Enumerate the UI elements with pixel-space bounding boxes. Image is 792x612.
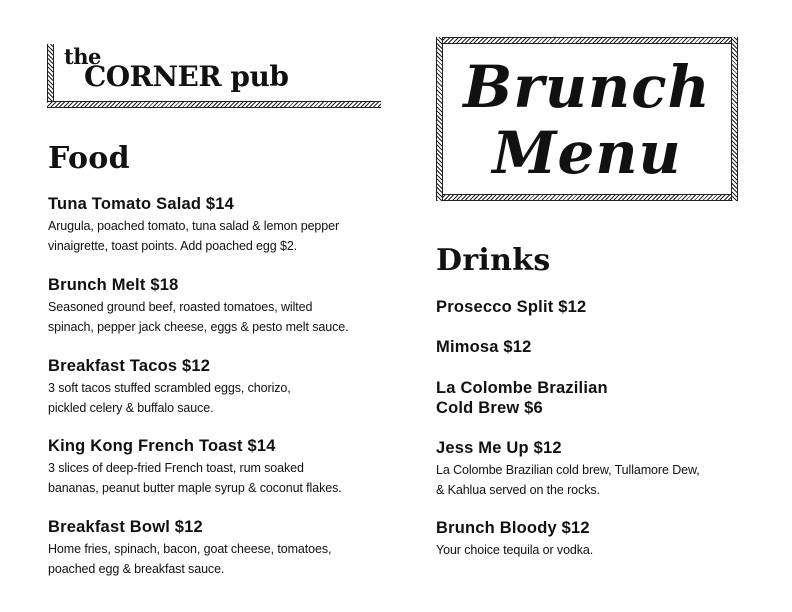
food-item-name: Tuna Tomato Salad $14 bbox=[48, 195, 235, 213]
food-item bbox=[48, 437, 388, 498]
logo-the-text: the bbox=[64, 44, 101, 69]
drink-item bbox=[436, 519, 756, 560]
drinks-heading: Drinks bbox=[436, 243, 551, 278]
food-item-name: King Kong French Toast $14 bbox=[48, 437, 276, 455]
food-item-name: Breakfast Tacos $12 bbox=[48, 357, 211, 375]
food-item-desc: Arugula, poached tomato, tuna salad & lemon pepper vinaigrette, toast points. Add poached egg $2. bbox=[48, 219, 340, 253]
drink-item bbox=[436, 439, 756, 500]
box-border-top bbox=[436, 37, 738, 44]
food-item bbox=[48, 195, 388, 256]
drink-item bbox=[436, 338, 756, 357]
box-border-bottom bbox=[436, 194, 738, 201]
drink-item-name: Brunch Bloody $12 bbox=[436, 519, 590, 537]
menu-title: Menu bbox=[492, 119, 682, 187]
food-item-desc: Home fries, spinach, bacon, goat cheese, tomatoes, poached egg & breakfast sauce. bbox=[48, 542, 332, 576]
drink-item-desc: La Colombe Brazilian cold brew, Tullamore Dew, & Kahlua served on the rocks. bbox=[436, 463, 700, 497]
food-item-desc: Seasoned ground beef, roasted tomatoes, wilted spinach, pepper jack cheese, eggs & pesto melt sauce. bbox=[48, 300, 349, 334]
drink-item-name: Prosecco Split $12 bbox=[436, 298, 587, 316]
logo-border-bottom bbox=[47, 101, 381, 108]
food-item-name: Brunch Melt $18 bbox=[48, 276, 179, 294]
drink-item-name: Jess Me Up $12 bbox=[436, 439, 562, 457]
food-item-name: Breakfast Bowl $12 bbox=[48, 518, 203, 536]
drink-item bbox=[436, 378, 756, 418]
food-item bbox=[48, 357, 388, 418]
drink-item-desc: Your choice tequila or vodka. bbox=[436, 543, 594, 557]
food-heading: Food bbox=[48, 141, 130, 176]
food-item bbox=[48, 518, 388, 579]
box-border-right bbox=[731, 37, 738, 201]
logo-border-left bbox=[47, 44, 54, 106]
food-item bbox=[48, 276, 388, 337]
food-item-desc: 3 slices of deep-fried French toast, rum soaked bananas, peanut butter maple syrup & coconut flakes. bbox=[48, 461, 342, 495]
logo-corner-pub-text: CORNER pub bbox=[84, 60, 289, 93]
drink-item-name: Mimosa $12 bbox=[436, 338, 532, 356]
box-border-left bbox=[436, 37, 443, 201]
brunch-title: Brunch bbox=[463, 53, 711, 121]
drink-item-name: La Colombe Brazilian Cold Brew $6 bbox=[436, 379, 608, 417]
drink-item bbox=[436, 298, 756, 317]
food-item-desc: 3 soft tacos stuffed scrambled eggs, chorizo, pickled celery & buffalo sauce. bbox=[48, 381, 291, 415]
